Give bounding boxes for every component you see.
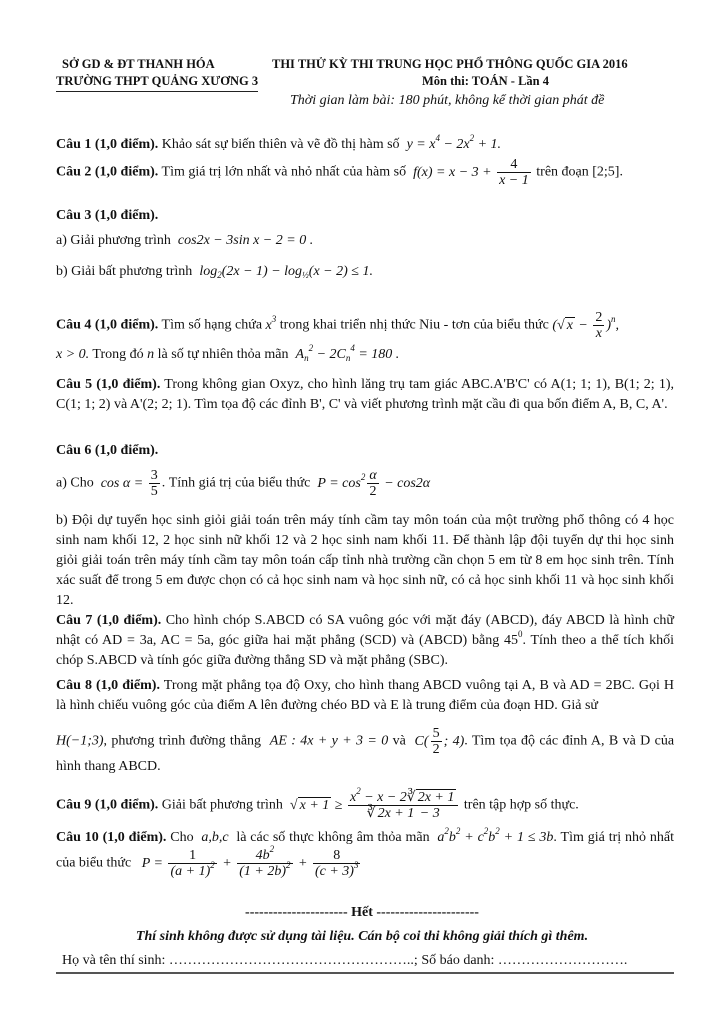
question-3b-text: b) Giải bất phương trình xyxy=(56,264,193,279)
question-2 xyxy=(56,157,674,188)
question-3a xyxy=(56,231,674,251)
question-6b-text: b) Đội dự tuyển học sinh giỏi giải toán trên máy tính cầm tay môn toán của một trường phổ thông có 4 học sinh nam khối 12, 2 học sinh nữ khối 12 và 2 học sinh nam khối 11. Để thành lập đội tuyển dự thi học sinh giỏi giải toán trên máy tính cầm tay môn toán cấp tỉnh nhà trường cần chọn 5 em từ 8 em học sinh trên. Tính xác suất để trong 5 em được chọn có cả học sinh nam và học sinh nữ, có cả học sinh khối 11 và học sinh khối 12. xyxy=(56,513,674,608)
question-4-text2: trong khai triển nhị thức Niu - tơn của biểu thức xyxy=(279,317,549,333)
question-1-text: Khảo sát sự biến thiên và vẽ đồ thị hàm số xyxy=(161,137,400,152)
q2-interval: [2;5]. xyxy=(592,164,623,180)
question-2-text: Tìm giá trị lớn nhất và nhỏ nhất của hàm số xyxy=(161,164,407,180)
question-6a: a) Cho cos α = $\frac{3}{5}$ . Tính giá trị của biểu thức $P = \cos^2$ $\frac{\alpha}{2}$ − cos2α xyxy=(56,468,431,499)
question-5 xyxy=(56,375,674,415)
exam-subject: Môn thi: TOÁN - Lần 4 xyxy=(422,74,549,88)
question-4-line2: x > 0. Trong đó n là số tự nhiên thỏa mãn $A_n^2 - 2C_n^4 = 180$ . xyxy=(56,343,400,363)
question-3 xyxy=(56,206,674,226)
question-8 xyxy=(56,676,674,716)
question-9 xyxy=(56,786,674,821)
question-8-text4: . Tìm tọa độ các đỉnh A, B và D của hình thang ABCD. xyxy=(56,733,675,774)
question-10-text1: Cho xyxy=(170,830,194,845)
question-9-title: Câu 9 (1,0 điểm). xyxy=(56,797,159,813)
q8-line-eq: AE : 4x + y + 3 = 0 xyxy=(265,733,389,749)
question-8-line3: H(−1;3), phương trình đường thẳng AE : 4x + y + 3 = 0 và C( $\frac{5}{2}$ ; 4). Tìm tọa độ các đỉnh A, B và D của hình thang ABCD. xyxy=(56,726,675,774)
question-3-title: Câu 3 (1,0 điểm). xyxy=(56,208,159,223)
question-6b xyxy=(56,511,674,611)
header-left xyxy=(56,56,296,92)
candidate-line: Họ và tên thí sinh: ……………………………………………..; Số báo danh: ………………………. xyxy=(62,953,628,968)
question-6-title: Câu 6 (1,0 điểm). xyxy=(56,443,159,458)
q1-formula: $y = x^4 - 2x^2 + 1$. xyxy=(403,133,502,152)
question-6 xyxy=(56,441,674,461)
question-10: Câu 10 (1,0 điểm). Cho a,b,c là các số thực không âm thỏa mãn $a^2b^2 + c^2b^2 + 1 \le 3b$. Tìm giá trị nhỏ nhất của biểu thức P = $\frac{1}{(a + 1)^2}$ + $\frac{4b^2}{(1 + 2b)^2}$ + $\frac{8}{(c + 3)^3}$ xyxy=(56,826,674,879)
q10-expression: P = $\frac{1}{(a + 1)^2}$ + $\frac{4b^2}{(1 + 2b)^2}$ + $\frac{8}{(c + 3)^3}$ xyxy=(134,844,359,879)
question-3a-text: a) Giải phương trình xyxy=(56,233,171,248)
header-right xyxy=(272,56,672,109)
question-4-text1: Tìm số hạng chứa xyxy=(161,317,263,333)
question-4-text4: là số tự nhiên thỏa mãn xyxy=(157,347,289,362)
question-7-text2: . Tính theo a thể tích khối chóp S.ABCD và tính góc giữa đường thẳng SD và mặt phẳng (SBC). xyxy=(56,633,674,668)
q9-formula: √ x + 1 ≥ $\frac{x^2 - x - 2∛ 2x + 1}{∛ 2x + 1 - 3}$ xyxy=(286,798,460,813)
q6a-formula: $P = \cos^2$ $\frac{\alpha}{2}$ − cos2α xyxy=(313,468,431,499)
question-6a-text1: a) Cho xyxy=(56,475,94,491)
exam-note: Thí sinh không được sử dụng tài liệu. Cán bộ coi thi không giải thích gì thêm. xyxy=(135,929,589,944)
question-5-title: Câu 5 (1,0 điểm). xyxy=(56,377,161,392)
question-7-text1: Cho hình chóp S.ABCD có SA vuông góc với mặt đáy (ABCD), đáy ABCD là hình chữ nhật có AD = 3a, AC = 5a, góc giữa hai mặt phẳng (SCD) và (ABCD) bằng 45 xyxy=(56,613,674,648)
question-9-text2: trên tập hợp số thực. xyxy=(463,797,579,813)
question-4-text3: Trong đó xyxy=(92,347,144,362)
question-7: Câu 7 (1,0 điểm). Cho hình chóp S.ABCD có SA vuông góc với mặt đáy (ABCD), đáy ABCD là hình chữ nhật có AD = 3a, AC = 5a, góc giữa hai mặt phẳng (SCD) và (ABCD) bằng $45^0$. Tính theo a thể tích khối chóp S.ABCD và tính góc giữa đường thẳng SD và mặt phẳng (SBC). xyxy=(56,613,674,668)
q2-formula: f(x) = x − 3 + $\frac{4}{x - 1}$ xyxy=(409,157,529,188)
question-8-text3: và xyxy=(392,733,406,749)
question-6a-text2: . Tính giá trị của biểu thức xyxy=(161,475,311,491)
question-8-text1: Trong mặt phẳng tọa độ Oxy, cho hình thang ABCD vuông tại A, B và AD = 2BC. Gọi H là hình chiếu vuông góc của điểm A lên đường chéo BD và E là trung điểm của đoạn HD. Giả sử xyxy=(56,678,675,713)
question-2-tail: trên đoạn xyxy=(536,164,589,180)
department: SỞ GD & ĐT THANH HÓA xyxy=(62,57,215,71)
q3a-formula: cos2x − 3sin x − 2 = 0 . xyxy=(174,233,314,248)
q4-expression: (√ x − $\frac{2}{x}$ )$^n$, xyxy=(552,310,620,341)
question-8-text2: , phương trình đường thẳng xyxy=(103,733,262,749)
question-10-text3: . Tìm giá trị nhỏ nhất của biểu thức xyxy=(56,830,674,871)
question-7-title: Câu 7 (1,0 điểm). xyxy=(56,613,162,628)
question-3b xyxy=(56,262,674,282)
question-4: Câu 4 (1,0 điểm). Tìm số hạng chứa $x^3$ trong khai triển nhị thức Niu - tơn của biểu thức (√ x − $\frac{2}{x}$ )$^n$, xyxy=(56,310,620,341)
footer-divider xyxy=(56,972,674,974)
school-name: TRƯỜNG THPT QUẢNG XƯƠNG 3 xyxy=(56,73,258,92)
question-4-title: Câu 4 (1,0 điểm). xyxy=(56,317,159,333)
q10-condition: $a^2b^2 + c^2b^2 + 1 \le 3b$ xyxy=(433,826,554,845)
question-10-text2: là các số thực không âm thỏa mãn xyxy=(236,830,430,845)
end-marker: ---------------------- Hết ---------------------- xyxy=(245,905,479,920)
question-9-text1: Giải bất phương trình xyxy=(161,797,283,813)
question-2-title: Câu 2 (1,0 điểm). xyxy=(56,164,159,180)
q4-condition: $A_n^2 - 2C_n^4 = 180$ . xyxy=(292,343,400,363)
q3b-formula: $\log_2(2x - 1) - \log_{\frac{1}{2}}(x - 2) \le 1$. xyxy=(195,264,373,280)
question-1-title: Câu 1 (1,0 điểm). xyxy=(56,137,159,152)
question-1 xyxy=(56,135,674,155)
question-5-text: Trong không gian Oxyz, cho hình lăng trụ tam giác ABC.A'B'C' có A(1; 1; 1), B(1; 2; 1), C(1; 1; 2) và A'(2; 2; 1). Tìm tọa độ các đỉnh B', C' và viết phương trình mặt cầu đi qua bốn điểm A, B, C, A'. xyxy=(56,377,675,412)
question-10-title: Câu 10 (1,0 điểm). xyxy=(56,830,167,845)
q8-point-c: C( $\frac{5}{2}$ ; 4) xyxy=(410,726,465,757)
exam-time: Thời gian làm bài: 180 phút, không kể thời gian phát đề xyxy=(290,93,605,108)
exam-title: THI THỬ KỲ THI TRUNG HỌC PHỔ THÔNG QUỐC GIA 2016 xyxy=(272,57,628,71)
question-8-title: Câu 8 (1,0 điểm). xyxy=(56,678,160,693)
